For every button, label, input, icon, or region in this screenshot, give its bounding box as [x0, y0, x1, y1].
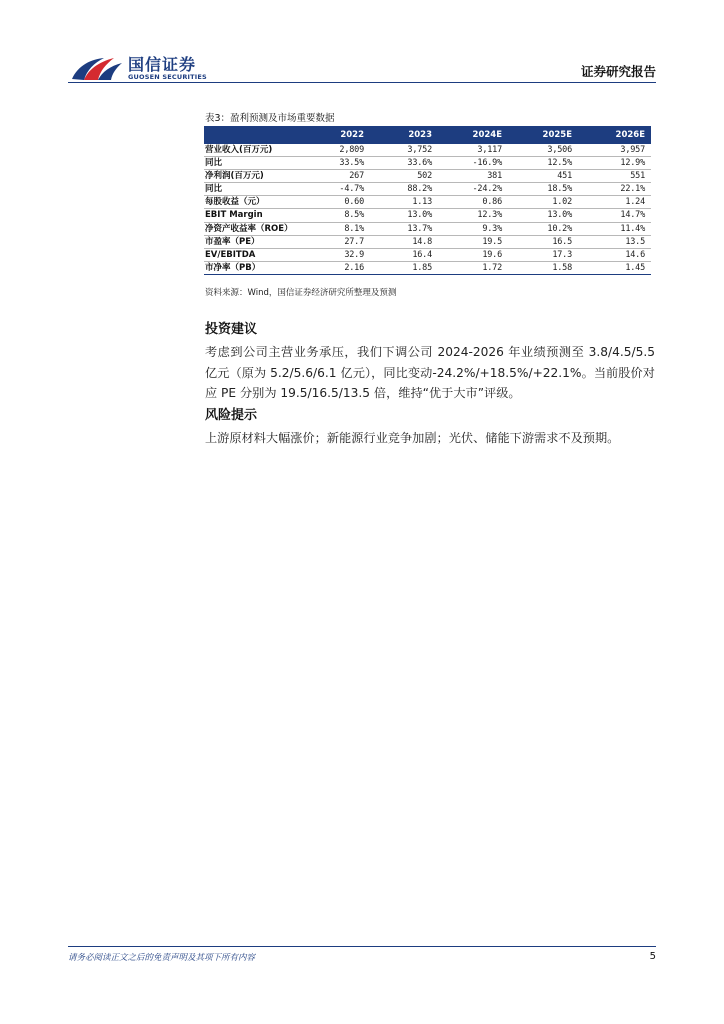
table-cell: 9.3%: [438, 222, 508, 235]
table-row: [204, 261, 651, 274]
guosen-logo: [70, 50, 210, 86]
table-cell: 8.5%: [302, 209, 370, 222]
table-cell: -16.9%: [438, 157, 508, 170]
table-header-cell: 2026E: [578, 126, 651, 144]
table-cell: 88.2%: [370, 183, 438, 196]
risk-paragraph: 上游原材料大幅涨价；新能源行业竞争加剧；光伏、储能下游需求不及预期。: [205, 431, 620, 445]
financial-forecast-table: [204, 126, 651, 275]
header-divider: [68, 82, 656, 83]
table-cell: 502: [370, 170, 438, 183]
row-label: 同比: [204, 183, 302, 196]
investment-advice-heading: 投资建议: [205, 322, 258, 337]
row-label: 每股收益（元）: [204, 196, 302, 209]
table-cell: 3,117: [438, 144, 508, 157]
table-cell: 27.7: [302, 235, 370, 248]
table-cell: 1.13: [370, 196, 438, 209]
table-cell: 267: [302, 170, 370, 183]
row-label: EV/EBITDA: [204, 248, 302, 261]
table-cell: 12.9%: [578, 157, 651, 170]
table-cell: 14.6: [578, 248, 651, 261]
logo-chinese-name: 国信证券: [128, 55, 197, 74]
table-cell: 14.8: [370, 235, 438, 248]
table-row: [204, 170, 651, 183]
table-cell: 19.6: [438, 248, 508, 261]
table-cell: 33.5%: [302, 157, 370, 170]
table-cell: 3,752: [370, 144, 438, 157]
table-cell: 12.3%: [438, 209, 508, 222]
investment-advice-paragraph: 考虑到公司主营业务承压，我们下调公司 2024-2026 年业绩预测至 3.8/4.5/5.5 亿元（原为 5.2/5.6/6.1 亿元），同比变动-24.2%/+18.5%/+22.1%。当前股价对应 PE 分别为 19.5/16.5/13.5 倍，维持“优于大市”评级。: [205, 345, 655, 400]
table-row: [204, 196, 651, 209]
table-cell: 1.72: [438, 261, 508, 274]
row-label: 净利润(百万元): [204, 170, 302, 183]
table-cell: 16.5: [508, 235, 578, 248]
table-cell: 10.2%: [508, 222, 578, 235]
row-label: 营业收入(百万元): [204, 144, 302, 157]
table-row: [204, 209, 651, 222]
row-label: 同比: [204, 157, 302, 170]
table-header-cell: [204, 126, 302, 144]
table-cell: -4.7%: [302, 183, 370, 196]
row-label: 净资产收益率（ROE）: [204, 222, 302, 235]
table-header-cell: 2025E: [508, 126, 578, 144]
table-cell: 0.86: [438, 196, 508, 209]
table-row: [204, 157, 651, 170]
table-cell: 13.7%: [370, 222, 438, 235]
guosen-logo-icon: [70, 53, 124, 83]
table-cell: 8.1%: [302, 222, 370, 235]
page-number: 5: [649, 951, 656, 962]
table-cell: 2.16: [302, 261, 370, 274]
risk-heading: 风险提示: [205, 408, 258, 423]
table-cell: 1.85: [370, 261, 438, 274]
table-cell: 13.5: [578, 235, 651, 248]
table-cell: 1.45: [578, 261, 651, 274]
table-cell: 17.3: [508, 248, 578, 261]
table-row: [204, 248, 651, 261]
table-cell: 13.0%: [370, 209, 438, 222]
table-cell: 3,506: [508, 144, 578, 157]
table-source-note: 资料来源：Wind，国信证券经济研究所整理及预测: [205, 288, 397, 298]
table-header-cell: 2022: [302, 126, 370, 144]
table-cell: 12.5%: [508, 157, 578, 170]
table-cell: 22.1%: [578, 183, 651, 196]
footer-disclaimer: 请务必阅读正文之后的免责声明及其项下所有内容: [68, 953, 256, 963]
table-cell: 381: [438, 170, 508, 183]
row-label: EBIT Margin: [204, 209, 302, 222]
table-row: [204, 222, 651, 235]
footer-divider: [68, 946, 656, 947]
table-cell: 16.4: [370, 248, 438, 261]
table-cell: 2,809: [302, 144, 370, 157]
table-caption: 表3：盈利预测及市场重要数据: [205, 113, 335, 124]
table-cell: 32.9: [302, 248, 370, 261]
table-cell: 18.5%: [508, 183, 578, 196]
table-cell: 33.6%: [370, 157, 438, 170]
logo-english-name: GUOSEN SECURITIES: [128, 73, 207, 81]
row-label: 市盈率（PE）: [204, 235, 302, 248]
table-cell: 14.7%: [578, 209, 651, 222]
table-header-cell: 2023: [370, 126, 438, 144]
table-cell: 3,957: [578, 144, 651, 157]
table-cell: 13.0%: [508, 209, 578, 222]
table-row: [204, 235, 651, 248]
table-cell: 1.02: [508, 196, 578, 209]
table-cell: 0.60: [302, 196, 370, 209]
table-cell: 451: [508, 170, 578, 183]
table-cell: -24.2%: [438, 183, 508, 196]
table-cell: 11.4%: [578, 222, 651, 235]
row-label: 市净率（PB）: [204, 261, 302, 274]
table-header-row: [204, 126, 651, 144]
table-cell: 551: [578, 170, 651, 183]
table-cell: 1.24: [578, 196, 651, 209]
table-row: [204, 144, 651, 157]
table-row: [204, 183, 651, 196]
table-cell: 19.5: [438, 235, 508, 248]
table-cell: 1.58: [508, 261, 578, 274]
table-header-cell: 2024E: [438, 126, 508, 144]
report-type-label: 证券研究报告: [580, 64, 656, 79]
